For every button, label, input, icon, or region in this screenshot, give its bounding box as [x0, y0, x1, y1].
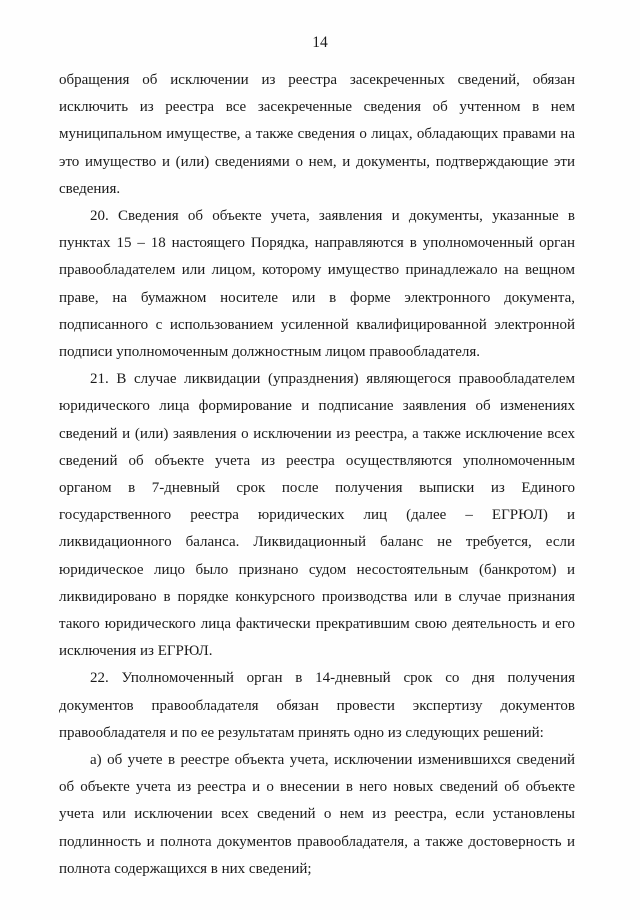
paragraph-item-21: 21. В случае ликвидации (упразднения) являющегося правообладателем юридического лица формирование и подписание заявления об изменениях сведений и (или) заявления о исключении из реестра, а также исключение всех сведений об объекте учета из реестра осуществляются уполномоченным органом в 7-дневный срок после получения выписки из Единого государственного реестра юридических лиц (далее – ЕГРЮЛ) и ликвидационного баланса. Ликвидационный баланс не требуется, если юридическое лицо было признано судом несостоятельным (банкротом) и ликвидировано в порядке конкурсного производства или в случае признания такого юридического лица фактически прекратившим свою деятельность и его исключения из ЕГРЮЛ. — [59, 371, 575, 660]
document-body — [59, 67, 575, 883]
paragraph-subitem-a: а) об учете в реестре объекта учета, исключении изменившихся сведений об объекте учета из реестра и о внесении в него новых сведений об объекте учета или исключении всех сведений о нем из реестра, если установлены подлинность и полнота документов правообладателя, а также достоверность и полнота содержащихся в них сведений; — [59, 752, 575, 877]
paragraph-item-20: 20. Сведения об объекте учета, заявления и документы, указанные в пунктах 15 – 18 настоящего Порядка, направляются в уполномоченный орган правообладателем или лицом, которому имущество принадлежало на вещном праве, на бумажном носителе или в форме электронного документа, подписанного с использованием усиленной квалифицированной электронной подписи уполномоченным должностным лицом правообладателя. — [59, 208, 575, 361]
page-number: 14 — [312, 34, 328, 51]
paragraph-item-22: 22. Уполномоченный орган в 14-дневный срок со дня получения документов правообладателя обязан провести экспертизу документов правообладателя и по ее результатам принять одно из следующих решений: — [59, 670, 575, 741]
paragraph-continuation: обращения об исключении из реестра засекреченных сведений, обязан исключить из реестра все засекреченные сведения об учтенном в нем муниципальном имуществе, а также сведения о лицах, обладающих правами на это имущество и (или) сведениями о нем, и документы, подтверждающие эти сведения. — [59, 72, 575, 197]
